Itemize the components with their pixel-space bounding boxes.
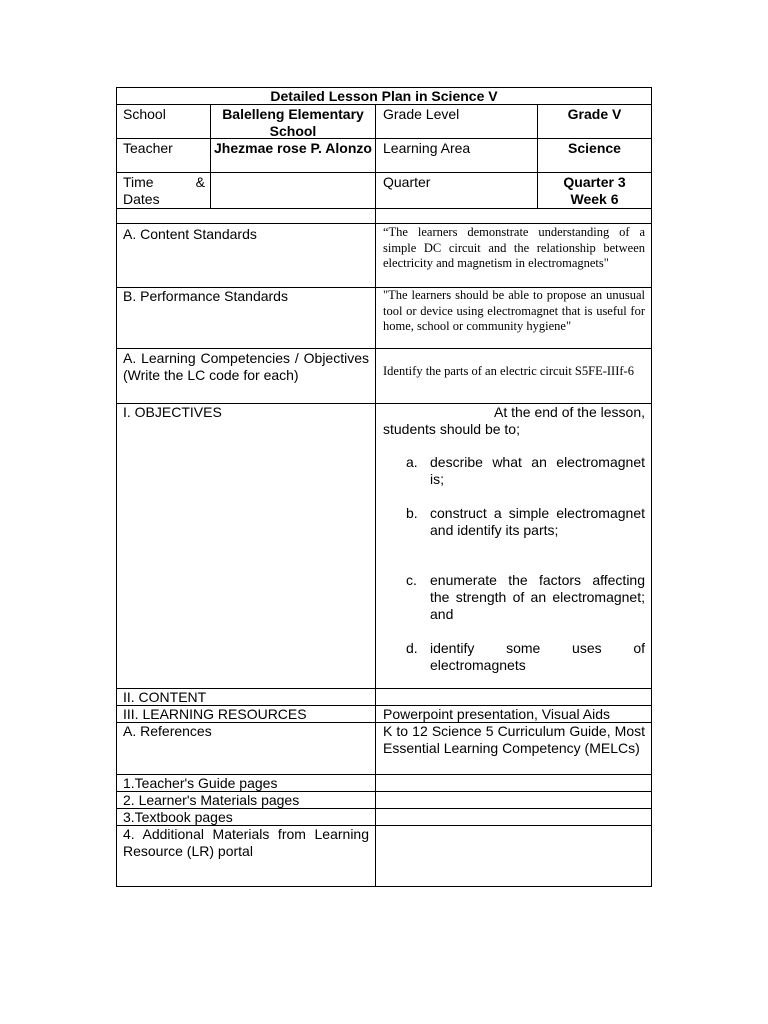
- objective-text: enumerate the factors affecting the strength of an electromagnet; and: [430, 572, 645, 622]
- objective-text: construct a simple electromagnet and identify its parts;: [430, 505, 645, 538]
- content-standards-label: A. Content Standards: [123, 226, 257, 242]
- teacher-value: Jhezmae rose P. Alonzo: [214, 140, 372, 156]
- quarter-value: [540, 174, 649, 208]
- grade-level-value: Grade V: [567, 106, 622, 122]
- performance-standards-value: "The learners should be able to propose an unusual tool or device using electromagnet that is useful for home, school or community hygiene": [383, 288, 645, 333]
- grade-level-label: Grade Level: [383, 106, 460, 122]
- row-rule: [116, 223, 652, 224]
- time-dates-label: [123, 174, 205, 208]
- references-label: A. References: [123, 723, 212, 739]
- table-border-right: [651, 87, 652, 887]
- row-rule: [116, 208, 652, 209]
- row-rule: [116, 138, 652, 139]
- objectives-intro-line-2: students should be to;: [383, 421, 520, 437]
- objective-item: [406, 505, 645, 556]
- references-value: K to 12 Science 5 Curriculum Guide, Most Essential Learning Competency (MELCs): [383, 723, 645, 756]
- objective-letter: b.: [406, 505, 418, 521]
- resources-label: III. LEARNING RESOURCES: [123, 706, 307, 722]
- page-title: Detailed Lesson Plan in Science V: [270, 88, 498, 104]
- week-number: Week 6: [570, 191, 619, 207]
- resources-value: Powerpoint presentation, Visual Aids: [383, 706, 610, 722]
- row-rule: [116, 104, 652, 105]
- competencies-label: A. Learning Competencies / Objectives (Write the LC code for each): [123, 350, 369, 383]
- content-standards-value: “The learners demonstrate understanding of a simple DC circuit and the relationship between electricity and magnetism in electromagnets": [383, 225, 645, 270]
- competencies-value: Identify the parts of an electric circuit S5FE-IIIf-6: [383, 364, 634, 378]
- content-label: II. CONTENT: [123, 689, 207, 705]
- objective-text: identify some uses of electromagnets: [430, 640, 645, 673]
- learning-area-label: Learning Area: [383, 140, 471, 156]
- objective-letter: c.: [406, 572, 417, 588]
- objective-letter: a.: [406, 454, 418, 470]
- school-label: School: [123, 106, 166, 122]
- row-rule: [116, 172, 652, 173]
- column-rule: [210, 104, 211, 209]
- objective-letter: d.: [406, 640, 418, 656]
- quarter-label: Quarter: [383, 174, 431, 190]
- additional-materials-label: 4. Additional Materials from Learning Resource (LR) portal: [123, 826, 369, 859]
- dates-label: Dates: [123, 191, 160, 207]
- table-border-left: [116, 87, 117, 887]
- objective-item: [406, 640, 645, 674]
- table-border-bottom: [116, 886, 652, 887]
- objective-text: describe what an electromagnet is;: [430, 454, 645, 487]
- objectives-intro-line-1: At the end of the lesson,: [494, 404, 645, 420]
- performance-standards-label: B. Performance Standards: [123, 288, 288, 304]
- column-rule: [375, 104, 376, 887]
- teacher-guide-label: 1.Teacher's Guide pages: [123, 775, 278, 791]
- row-rule: [116, 348, 652, 349]
- time-amp: &: [195, 174, 205, 190]
- objectives-label: I. OBJECTIVES: [123, 404, 222, 420]
- objective-item: [406, 454, 645, 488]
- time-label: Time: [123, 174, 154, 190]
- column-rule: [537, 104, 538, 209]
- school-value: Balelleng Elementary School: [222, 106, 364, 139]
- textbook-label: 3.Textbook pages: [123, 809, 233, 825]
- learning-area-value: Science: [568, 140, 621, 156]
- learner-materials-label: 2. Learner's Materials pages: [123, 792, 300, 808]
- objective-item: [406, 572, 645, 623]
- quarter-number: Quarter 3: [563, 174, 626, 190]
- teacher-label: Teacher: [123, 140, 173, 156]
